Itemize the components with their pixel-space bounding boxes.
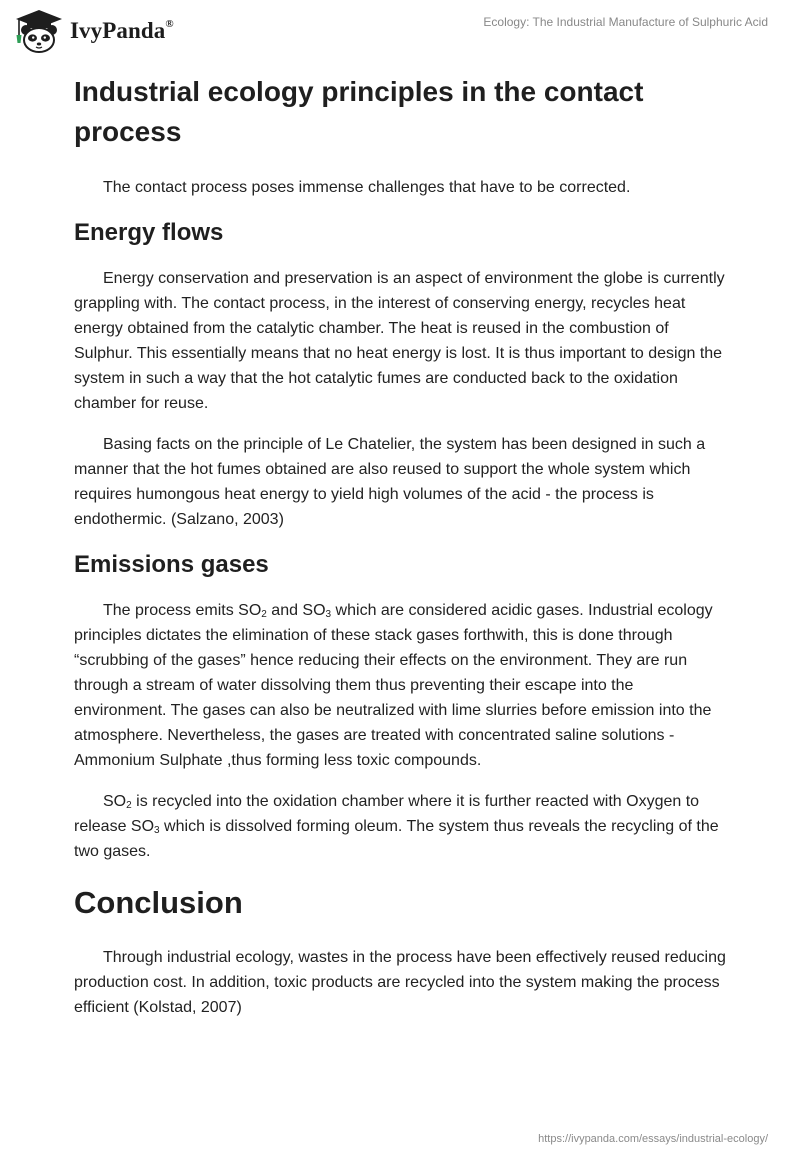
- paragraph-emissions-1: The process emits $SO_2$ and $SO_3$ which are considered acidic gases. Industrial ecology principles dictates the elimination of these stack gases forthwith, this is done through “scrubbing of the gases” hence reducing their effects on the environment. They are run through a stream of water dissolving them thus preventing their escape into the environment. The gases can also be neutralized with lime slurries before emission into the atmosphere. Nevertheless, the gases are treated with concentrated saline solutions -Ammonium Sulphate ,thus forming less toxic compounds.: [74, 602, 713, 769]
- paragraph-intro: The contact process poses immense challenges that have to be corrected.: [103, 179, 631, 196]
- panda-graduate-icon: [14, 8, 64, 54]
- paragraph-energy-1: Energy conservation and preservation is an aspect of environment the globe is currently grappling with. The contact process, in the interest of conserving energy, recycles heat energy obtained from the catalytic chamber. The heat is reused in the combustion of Sulphur. This essentially means that no heat energy is lost. It is thus important to design the system in such a way that the hot catalytic fumes are conducted back to the oxidation chamber for reuse.: [74, 270, 725, 412]
- logo-text: IvyPanda®: [70, 18, 174, 43]
- section-heading-emissions-gases: Emissions gases: [74, 551, 269, 578]
- section-heading-energy-flows: Energy flows: [74, 219, 224, 246]
- paragraph-energy-2: Basing facts on the principle of Le Chatelier, the system has been designed in such a manner that the hot fumes obtained are also reused to support the whole system which requires humongous heat energy to yield high volumes of the acid - the process is endothermic. (Salzano, 2003): [74, 436, 706, 528]
- section-heading-conclusion: Conclusion: [74, 885, 243, 920]
- page-header: [0, 0, 800, 70]
- paragraph-conclusion: Through industrial ecology, wastes in the process have been effectively reused reducing production cost. In addition, toxic products are recycled into the system making the process efficient (Kolstad, 2007): [74, 949, 726, 1016]
- paragraph-emissions-2: $SO_2$ is recycled into the oxidation chamber where it is further reacted with Oxygen to release $SO_3$ which is dissolved forming oleum. The system thus reveals the recycling of the two gases.: [74, 793, 719, 860]
- article-body: [74, 72, 726, 1020]
- section-heading-contact-process: Industrial ecology principles in the contact process: [74, 76, 644, 147]
- document-title: Ecology: The Industrial Manufacture of Sulphuric Acid: [483, 15, 768, 29]
- source-url[interactable]: https://ivypanda.com/essays/industrial-ecology/: [538, 1133, 768, 1145]
- logo[interactable]: [14, 8, 174, 54]
